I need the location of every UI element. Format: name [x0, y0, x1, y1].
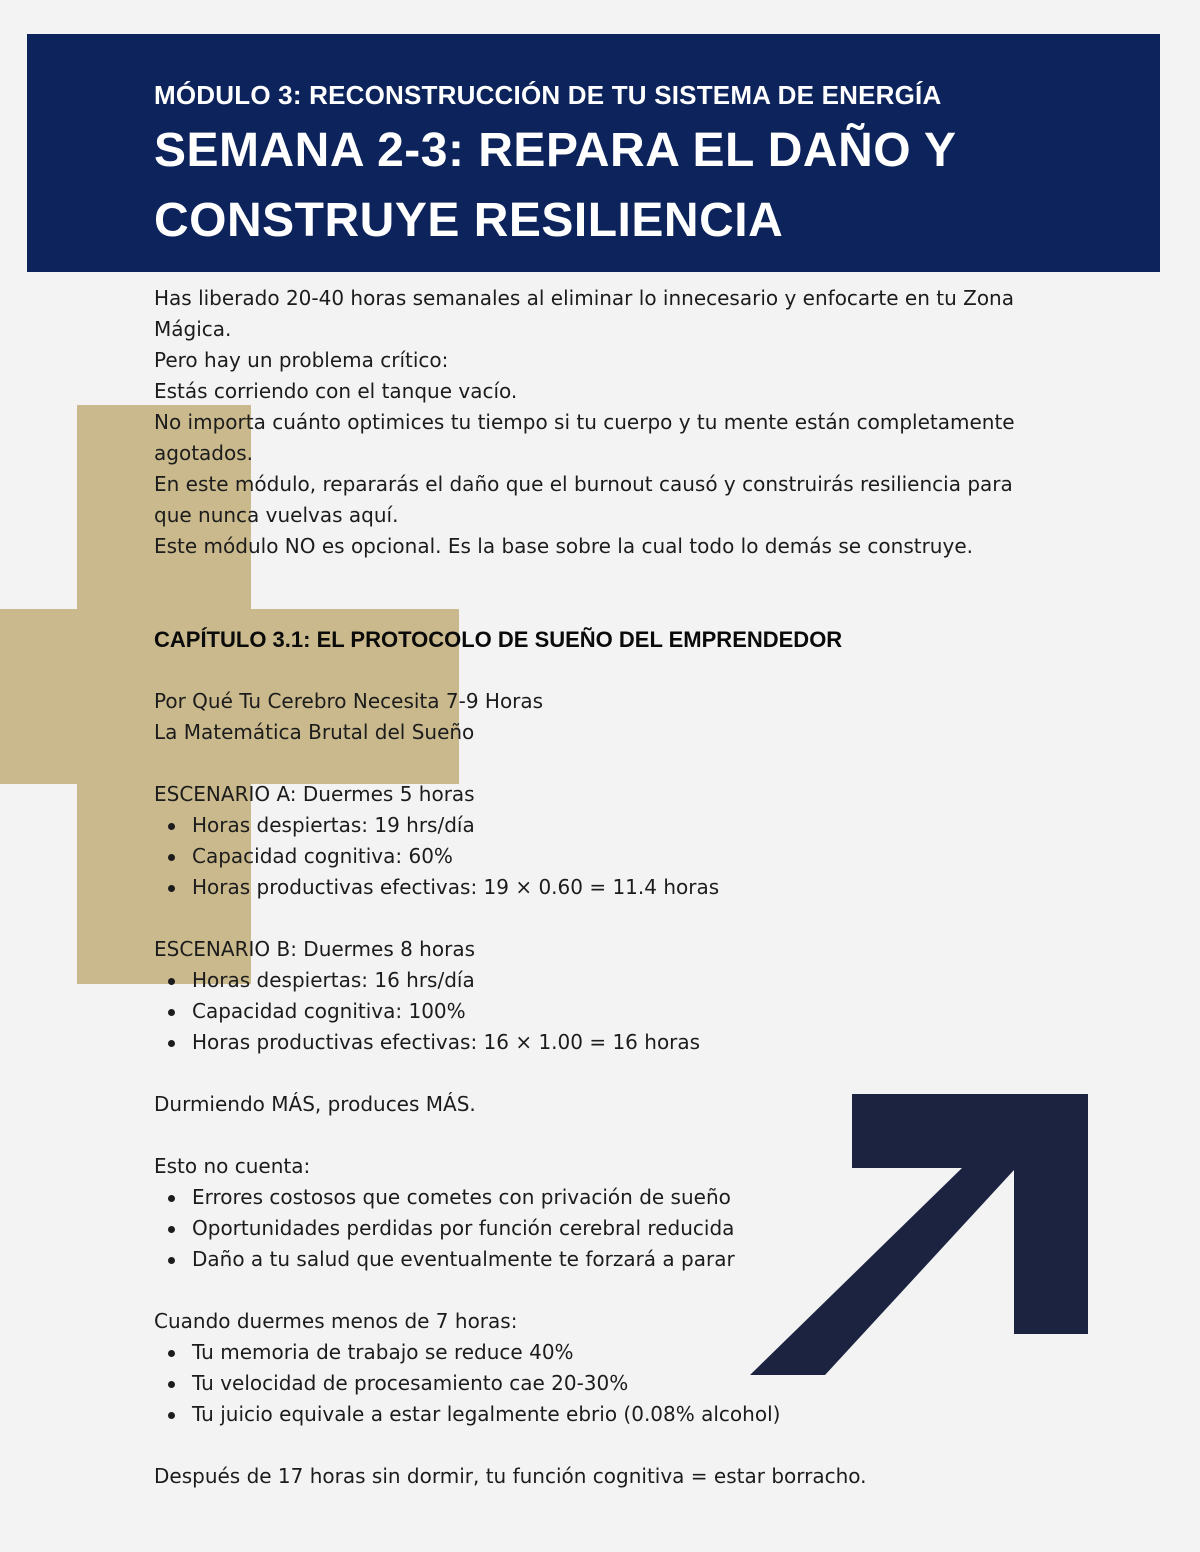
- scenario-b-title: ESCENARIO B: Duermes 8 horas: [154, 937, 475, 961]
- list-item: Tu memoria de trabajo se reduce 40%: [154, 1337, 1054, 1368]
- intro-paragraph: Estás corriendo con el tanque vacío.: [154, 379, 518, 403]
- intro-paragraph: No importa cuánto optimices tu tiempo si tu cuerpo y tu mente están completamente agotados.: [154, 410, 1015, 465]
- list-item: Oportunidades perdidas por función cerebral reducida: [154, 1213, 1054, 1244]
- list-item: Tu juicio equivale a estar legalmente ebrio (0.08% alcohol): [154, 1399, 1054, 1430]
- intro-paragraph: Este módulo NO es opcional. Es la base sobre la cual todo lo demás se construye.: [154, 534, 973, 558]
- list-item: Capacidad cognitiva: 60%: [154, 841, 1054, 872]
- intro-paragraph: En este módulo, repararás el daño que el burnout causó y construirás resiliencia para que nunca vuelvas aquí.: [154, 472, 1013, 527]
- list-item: Tu velocidad de procesamiento cae 20-30%: [154, 1368, 1054, 1399]
- list-item: Daño a tu salud que eventualmente te forzará a parar: [154, 1244, 1054, 1275]
- scenario-a-list: [154, 810, 1054, 903]
- list-item: Horas despiertas: 19 hrs/día: [154, 810, 1054, 841]
- scenario-b-list: [154, 965, 1054, 1058]
- document-body: [154, 283, 1054, 1492]
- intro-paragraph: Has liberado 20-40 horas semanales al eliminar lo innecesario y enfocarte en tu Zona Mágica.: [154, 286, 1014, 341]
- scenario-a-title: ESCENARIO A: Duermes 5 horas: [154, 782, 475, 806]
- not-counted-list: [154, 1182, 1054, 1275]
- list-item: Capacidad cognitiva: 100%: [154, 996, 1054, 1027]
- chapter-subtitle: Por Qué Tu Cerebro Necesita 7-9 Horas: [154, 689, 544, 713]
- closing-text: Después de 17 horas sin dormir, tu función cognitiva = estar borracho.: [154, 1464, 867, 1488]
- less-than-seven-list: [154, 1337, 1054, 1430]
- chapter-subtitle: La Matemática Brutal del Sueño: [154, 720, 475, 744]
- conclusion-text: Durmiendo MÁS, produces MÁS.: [154, 1092, 476, 1116]
- module-label: MÓDULO 3: RECONSTRUCCIÓN DE TU SISTEMA DE ENERGÍA: [154, 80, 942, 110]
- chapter-heading: CAPÍTULO 3.1: EL PROTOCOLO DE SUEÑO DEL EMPRENDEDOR: [154, 627, 843, 652]
- list-item: Horas despiertas: 16 hrs/día: [154, 965, 1054, 996]
- list-item: Errores costosos que cometes con privación de sueño: [154, 1182, 1054, 1213]
- list-item: Horas productivas efectivas: 19 × 0.60 = 11.4 horas: [154, 872, 1054, 903]
- page-title: SEMANA 2-3: REPARA EL DAÑO Y CONSTRUYE RESILIENCIA: [154, 124, 956, 247]
- less-than-seven-title: Cuando duermes menos de 7 horas:: [154, 1309, 518, 1333]
- list-item: Horas productivas efectivas: 16 × 1.00 = 16 horas: [154, 1027, 1054, 1058]
- intro-paragraph: Pero hay un problema crítico:: [154, 348, 449, 372]
- not-counted-title: Esto no cuenta:: [154, 1154, 311, 1178]
